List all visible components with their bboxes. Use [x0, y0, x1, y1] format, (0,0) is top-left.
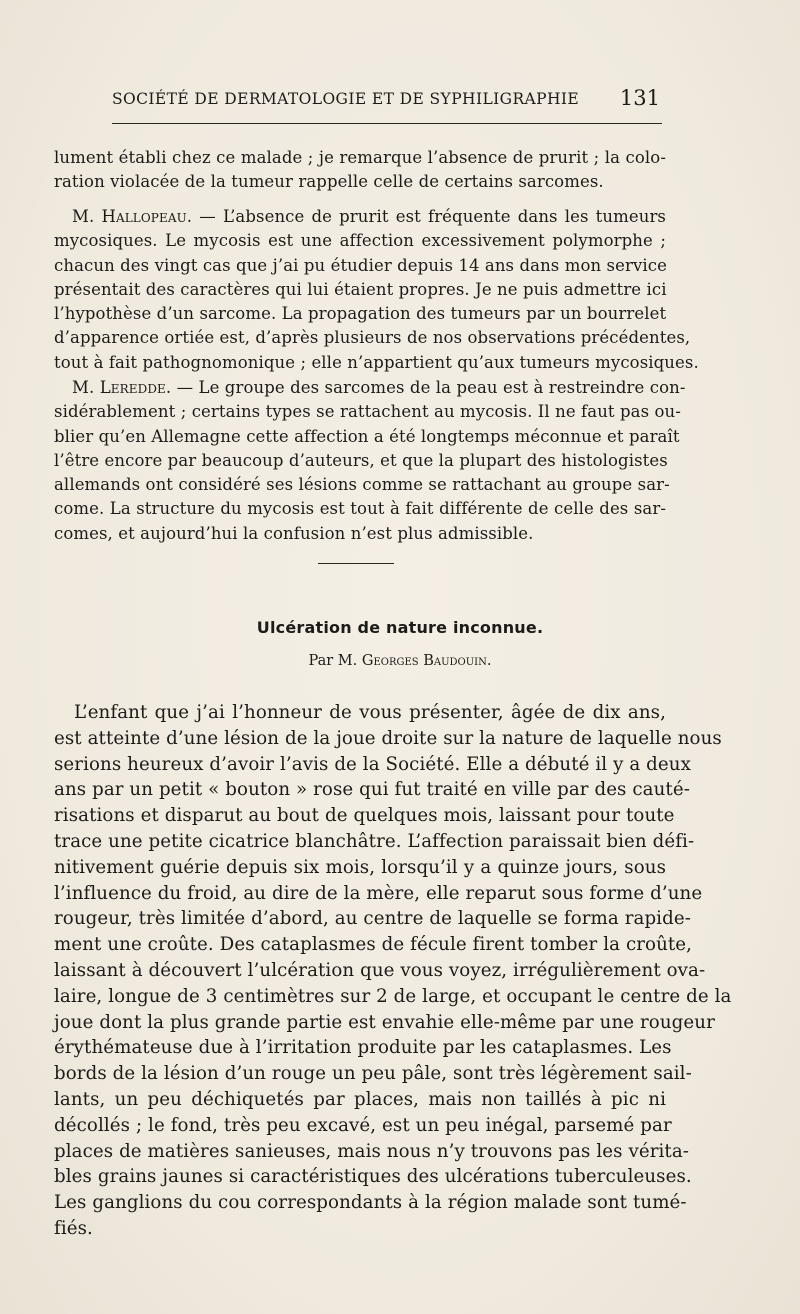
text-line: laissant à découvert l’ulcération que vous voyez, irrégulièrement ova- — [54, 959, 706, 981]
text-line: bords de la lésion d’un rouge un peu pâle, sont très légèrement sail- — [54, 1063, 692, 1085]
text-line: présentait des caractères qui lui étaient propres. Je ne puis admettre ici — [54, 279, 667, 299]
speaker-prefix: M. — [72, 378, 100, 397]
running-head — [112, 86, 660, 116]
text-line: ment une croûte. Des cataplasmes de fécule firent tomber la croûte, — [54, 934, 693, 956]
byline-prefix: Par M. — [308, 653, 362, 669]
section-divider — [318, 563, 394, 564]
paragraph-leredde — [54, 376, 686, 546]
text-line: ans par un petit « bouton » rose qui fut traité en ville par des cauté- — [54, 779, 690, 801]
text-line: chacun des vingt cas que j’ai pu étudier depuis 14 ans dans mon service — [54, 255, 667, 275]
section-title: Ulcération de nature inconnue. — [256, 618, 544, 637]
speaker-prefix: M. — [72, 207, 102, 226]
byline — [0, 653, 800, 669]
speaker-text: — L’absence de prurit est fréquente dans les tumeurs — [192, 207, 666, 226]
text-line: fiés. — [54, 1217, 93, 1239]
text-line: allemands ont considéré ses lésions comme se rattachant au groupe sar- — [54, 475, 670, 495]
text-line — [54, 376, 686, 400]
running-head-title: SOCIÉTÉ DE DERMATOLOGIE ET DE SYPHILIGRAPHIE — [112, 90, 580, 108]
text-line: Les ganglions du cou correspondants à la région malade sont tumé- — [54, 1192, 687, 1214]
text-line: places de matières sanieuses, mais nous n’y trouvons pas les vérita- — [54, 1140, 690, 1162]
text-line: sidérablement ; certains types se rattachent au mycosis. Il ne faut pas ou- — [54, 402, 681, 422]
speaker-text: — Le groupe des sarcomes de la peau est à restreindre con- — [171, 378, 686, 397]
header-rule — [112, 123, 662, 124]
speaker-name: Hallopeau. — [101, 207, 193, 226]
text-line: laire, longue de 3 centimètres sur 2 de large, et occupant le centre de la — [54, 985, 732, 1007]
text-line: tout à fait pathognomonique ; elle n’appartient qu’aux tumeurs mycosiques. — [54, 352, 699, 372]
text-line: l’être encore par beaucoup d’auteurs, et que la plupart des histologistes — [54, 450, 668, 470]
text-line: mycosiques. Le mycosis est une affection excessivement polymorphe ; — [54, 231, 666, 251]
text-line: bles grains jaunes si caractéristiques des ulcérations tuberculeuses. — [54, 1166, 692, 1188]
text-line: rougeur, très limitée d’abord, au centre de laquelle se forma rapide- — [54, 908, 691, 930]
text-line: lument établi chez ce malade ; je remarque l’absence de prurit ; la colo- — [54, 148, 666, 167]
text-line: l’hypothèse d’un sarcome. La propagation des tumeurs par un bourrelet — [54, 304, 667, 324]
text-line: serions heureux d’avoir l’avis de la Société. Elle a débuté il y a deux — [54, 753, 691, 775]
text-line: nitivement guérie depuis six mois, lorsqu’il y a quinze jours, sous — [54, 856, 666, 878]
text-line: risations et disparut au bout de quelques mois, laissant pour toute — [54, 805, 675, 827]
text-line: joue dont la plus grande partie est envahie elle-même par une rougeur — [54, 1011, 715, 1033]
text-line: L’enfant que j’ai l’honneur de vous présenter, âgée de dix ans, — [74, 702, 666, 723]
speaker-name: Leredde. — [99, 378, 172, 397]
text-line: décollés ; le fond, très peu excavé, est un peu inégal, parsemé par — [54, 1114, 672, 1136]
text-line: l’influence du froid, au dire de la mère, elle reparut sous forme d’une — [54, 882, 703, 904]
text-line: d’apparence ortiée est, d’après plusieurs de nos observations précédentes, — [54, 328, 691, 348]
text-line: ration violacée de la tumeur rappelle celle de certains sarcomes. — [54, 172, 604, 191]
text-line — [54, 205, 666, 229]
page-number: 131 — [619, 86, 660, 110]
main-text — [54, 700, 732, 1242]
text-line: lants, un peu déchiquetés par places, mais non taillés à pic ni — [54, 1088, 666, 1110]
text-line: érythémateuse due à l’irritation produite par les cataplasmes. Les — [54, 1037, 672, 1059]
text-line: trace une petite cicatrice blanchâtre. L’affection paraissait bien défi- — [54, 830, 695, 852]
text-line: come. La structure du mycosis est tout à fait différente de celle des sar- — [54, 499, 666, 519]
paragraph-hallopeau — [54, 205, 699, 375]
paragraph-continuation — [54, 146, 666, 194]
byline-author: Georges Baudouin. — [361, 653, 492, 669]
text-line: est atteinte d’une lésion de la joue droite sur la nature de laquelle nous — [54, 727, 722, 749]
text-line: comes, et aujourd’hui la confusion n’est plus admissible. — [54, 523, 534, 543]
text-line: blier qu’en Allemagne cette affection a été longtemps méconnue et paraît — [54, 426, 680, 446]
